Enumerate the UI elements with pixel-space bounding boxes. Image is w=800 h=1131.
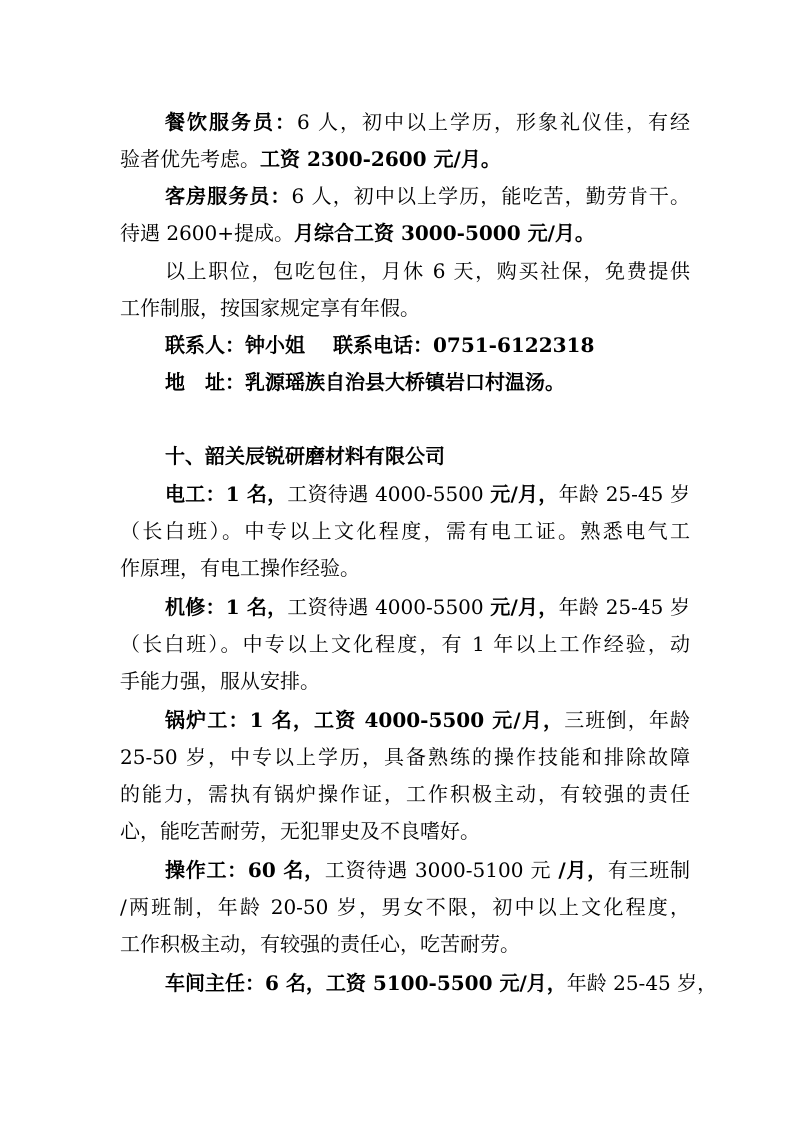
director-line-1	[165, 965, 718, 1001]
room-line-2	[120, 215, 690, 251]
catering-line2-text: 验者优先考虑。	[120, 147, 260, 171]
contact-phone: 联系电话：0751-6122318	[333, 333, 595, 357]
director-rest: 年龄 25-45 岁，	[566, 971, 718, 995]
mechanic-title: 机修：1 名，	[165, 595, 288, 619]
boiler-line-4	[120, 813, 690, 849]
mechanic-line-2	[120, 626, 690, 662]
mechanic-unit: 元/月，	[490, 595, 559, 619]
address-label-a: 地	[165, 370, 185, 394]
mechanic-line-3	[120, 663, 690, 699]
electrician-unit: 元/月，	[490, 482, 559, 506]
address-value: 乳源瑶族自治县大桥镇岩口村温汤。	[245, 370, 565, 394]
boiler-l2: 25-50 岁，中专以上学历，具备熟练的操作技能和排除故障	[120, 745, 690, 769]
electrician-l3: 作原理，有电工操作经验。	[120, 556, 360, 580]
operator-unit: /月，	[558, 858, 608, 882]
boiler-l3: 的能力，需执有锅炉操作证，工作积极主动，有较强的责任	[120, 782, 690, 806]
company-heading	[165, 438, 690, 474]
room-body: 6 人，初中以上学历，能吃苦，勤劳肯干。	[291, 184, 690, 208]
operator-rest: 有三班制	[607, 858, 690, 882]
catering-salary: 工资 2300-2600 元/月。	[260, 147, 501, 171]
mechanic-age: 年龄 25-45 岁	[558, 595, 690, 619]
room-line2-b: 月综合工资 3000-5000 元/月。	[294, 221, 595, 245]
catering-title: 餐饮服务员：	[165, 110, 297, 134]
boiler-l4: 心，能吃苦耐劳，无犯罪史及不良嗜好。	[120, 819, 480, 843]
mechanic-l3: 手能力强，服从安排。	[120, 669, 320, 693]
boiler-line-2	[120, 739, 690, 775]
mechanic-mid: 工资待遇 4000-5500	[287, 595, 491, 619]
boiler-line-1	[165, 702, 690, 738]
operator-l3: 工作积极主动，有较强的责任心，吃苦耐劳。	[120, 932, 520, 956]
benefits-line-2	[120, 290, 690, 326]
contact-person: 联系人：钟小姐	[165, 333, 305, 357]
electrician-line-3	[120, 550, 690, 586]
electrician-l2: （长白班）。中专以上文化程度，需有电工证。熟悉电气工	[120, 519, 690, 543]
operator-line-1	[165, 852, 690, 888]
electrician-line-2	[120, 513, 690, 549]
address-line	[165, 364, 690, 400]
operator-mid: 工资待遇 3000-5100 元	[324, 858, 559, 882]
address-label-b: 址：	[205, 370, 245, 394]
contact-line	[165, 327, 690, 363]
mechanic-l2: （长白班）。中专以上文化程度，有 1 年以上工作经验，动	[120, 632, 690, 656]
benefits-line-1	[165, 253, 690, 289]
boiler-title: 锅炉工：1 名，	[165, 708, 315, 732]
catering-body: 6 人，初中以上学历，形象礼仪佳，有经	[296, 110, 690, 134]
boiler-rest: 三班倒，年龄	[564, 708, 691, 732]
boiler-line-3	[120, 776, 690, 812]
benefits-text-1: 以上职位，包吃包住，月休 6 天，购买社保，免费提供	[165, 259, 690, 283]
benefits-text-2: 工作制服，按国家规定享有年假。	[120, 296, 420, 320]
director-title: 车间主任：6 名，	[165, 971, 326, 995]
catering-line-1	[165, 104, 690, 140]
company-heading-text: 十、韶关辰锐研磨材料有限公司	[165, 444, 445, 468]
catering-line-2	[120, 141, 690, 177]
room-line2-a: 待遇 2600+提成。	[120, 221, 295, 245]
boiler-mid: 工资 4000-5500 元/月，	[314, 708, 565, 732]
operator-line-3	[120, 926, 690, 962]
operator-line-2	[120, 889, 690, 925]
mechanic-line-1	[165, 589, 690, 625]
room-line-1	[165, 178, 690, 214]
director-mid: 工资 5100-5500 元/月，	[325, 971, 567, 995]
electrician-age: 年龄 25-45 岁	[558, 482, 690, 506]
electrician-line-1	[165, 476, 690, 512]
room-title: 客房服务员：	[165, 184, 292, 208]
operator-l2: /两班制，年龄 20-50 岁，男女不限，初中以上文化程度，	[120, 895, 690, 919]
operator-title: 操作工：60 名，	[165, 858, 325, 882]
electrician-title: 电工：1 名，	[165, 482, 288, 506]
electrician-mid: 工资待遇 4000-5500	[287, 482, 491, 506]
